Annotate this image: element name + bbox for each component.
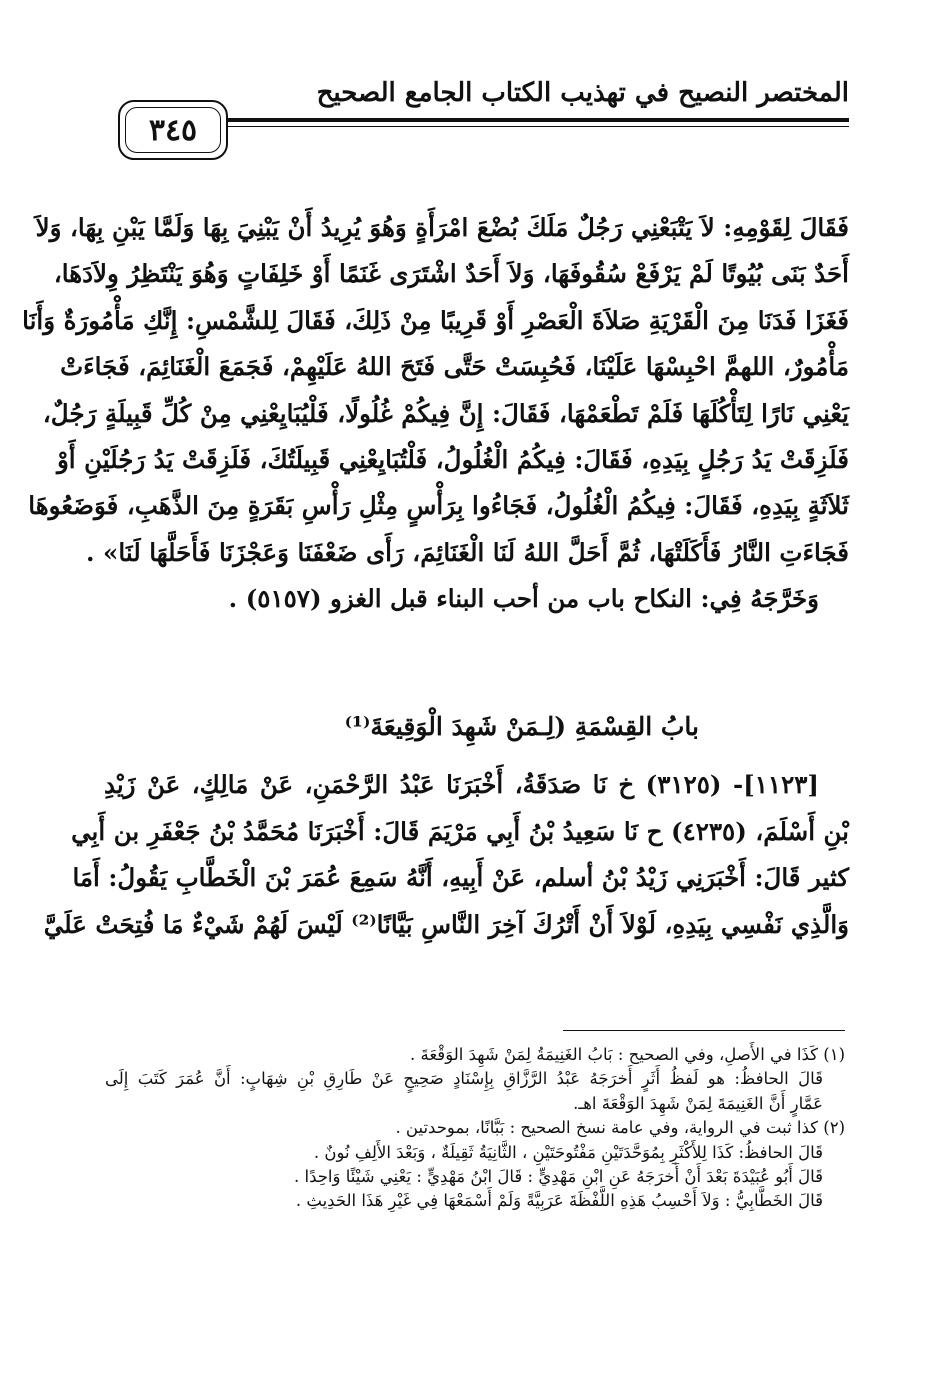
text-line: ثَلاَثَةٍ بِيَدِهِ، فَقَالَ: فِيكُمُ الْغُلُولُ، فَجَاءُوا بِرَأْسٍ مِثْلِ رَأْسِ بَقَرَةٍ مِنَ الذَّهَبِ، فَوَضَعُوهَا — [28, 491, 849, 521]
section-text-block — [43, 762, 849, 948]
page-number: ٣٤٥ — [148, 112, 198, 148]
main-text-block — [22, 205, 849, 623]
footnote-line: (١) كَذَا في الأَصلِ، وفي الصحيح : بَابُ الغَنِيمَةُ لِمَنْ شَهِدَ الوَقْعَةَ . — [410, 1045, 845, 1064]
text-line: فَجَاءَتِ النَّارُ فَأَكَلَتْهَا، ثُمَّ أَحَلَّ اللهُ لَنَا الْغَنَائِمَ، رَأَى ضَعْفَنَا وَعَجْزَنَا فَأَحَلَّهَا لَنَا» . — [86, 537, 849, 567]
text-line: مَأْمُورٌ، اللهمَّ احْبِسْهَا عَلَيْنَا، فَحُبِسَتْ حَتَّى فَتَحَ اللهُ عَلَيْهِمْ، فَجَمَعَ الْغَنَائِمَ، فَجَاءَتْ — [60, 352, 849, 382]
text-line: فَقَالَ لِقَوْمِهِ: لاَ يَتْبَعْنِي رَجُلٌ مَلَكَ بُضْعَ امْرَأَةٍ وَهُوَ يُرِيدُ أَنْ يَبْنِيَ بِهَا وَلَمَّا يَبْنِ بِهَا، وَلاَ — [35, 213, 849, 242]
header-rule — [213, 118, 849, 122]
text-line: [١١٢٣]- (٣١٢٥) خ نَا صَدَقَةُ، أَخْبَرَنَا عَبْدُ الرَّحْمَنِ، عَنْ مَالِكٍ، عَنْ زَيْدِ — [104, 770, 819, 799]
header-rule-thin — [213, 126, 849, 127]
text-line: فَلَزِقَتْ يَدُ رَجُلٍ بِيَدِهِ، فَقَالَ: فِيكُمُ الْغُلُولُ، فَلْتُبَايِعْنِي قَبِيلَتُكَ، فَلَزِقَتْ يَدُ رَجُلَيْنِ أَوْ — [56, 445, 849, 475]
text-line: وَالَّذِي نَفْسِي بِيَدِهِ، لَوْلاَ أَنْ أَتْرُكَ آخِرَ النَّاسِ بَيَّانًا⁽²⁾ لَيْسَ لَهُمْ شَيْءٌ مَا فُتِحَتْ عَلَيَّ — [43, 909, 849, 939]
text-line: يَعْنِي نَارًا لِتَأْكُلَهَا فَلَمْ تَطْعَمْهَا، فَقَالَ: إِنَّ فِيكُمْ غُلُولًا، فَلْيُبَايِعْنِي مِنْ كُلِّ قَبِيلَةٍ رَجُلٌ، — [42, 398, 849, 428]
text-line-reference: وَخَرَّجَهُ فِي: النكاح باب من أحب البناء قبل الغزو (٥١٥٧) . — [228, 584, 819, 614]
text-line: فَغَزَا فَدَنَا مِنَ الْقَرْيَةِ صَلاَةَ الْعَصْرِ أَوْ قَرِيبًا مِنْ ذَلِكَ، فَقَالَ لِلشَّمْسِ: إِنَّكِ مَأْمُورَةٌ وَأَنَا — [22, 305, 849, 335]
footnotes-block — [105, 1043, 845, 1214]
footnote-line: قَالَ أَبُو عُبَيْدَةَ بَعْدَ أَنْ أَخرَجَهُ عَنِ ابْنِ مَهْدِيٍّ : قَالَ ابْنُ مَهْدِيٍّ : يَعْنِي شَيْئًا وَاحِدًا . — [294, 1167, 823, 1187]
text-line: كثير قَالَ: أَخْبَرَنِي زَيْدُ بْنُ أسلم، عَنْ أَبِيهِ، أَنَّهُ سَمِعَ عُمَرَ بْنَ الْخَطَّابِ يَقُولُ: أَمَا — [72, 863, 849, 892]
text-line: أَحَدٌ بَنَى بُيُوتًا لَمْ يَرْفَعْ سُقُوفَهَا، وَلاَ أَحَدٌ اشْتَرَى غَنَمًا أَوْ خَلِفَاتٍ وَهُوَ يَنْتَظِرُ وِلاَدَهَا، — [53, 259, 849, 289]
footnote-line: قَالَ الحافظُ: كَذَا لِلأَكْثَرِ بِمُوَحَّدَتَيْنِ مَفْتُوحَتَيْنِ ، الثَّانِيَةُ ثَقِيلَةٌ ، وَبَعْدَ الأَلِفِ نُونٌ . — [313, 1142, 823, 1162]
footnote-line: (٢) كذا ثبت في الرواية، وفي عامة نسخ الصحيح : بَبَّانًا، بموحدتين . — [395, 1118, 845, 1138]
page-number-frame — [118, 100, 228, 160]
footnote-line: قَالَ الخَطَّابِيُّ : وَلاَ أَحْسِبُ هَذِهِ اللَّفْظَةَ عَرَبِيَّةً وَلَمْ أَسْمَعْهَا فِي غَيْرِ هَذَا الحَدِيثِ . — [295, 1191, 823, 1211]
running-header-title: المختصر النصيح في تهذيب الكتاب الجامع الصحيح — [316, 78, 849, 108]
footnote-line: عَمَّارٍ أَنَّ الغَنِيمَةَ لِمَنْ شَهِدَ الوَقْعَةَ اهـ. — [573, 1093, 823, 1113]
footnote-separator — [563, 1030, 845, 1031]
section-heading: بابُ القِسْمَةِ (لِـمَنْ شَهِدَ الْوَقِيعَةَ⁽¹⁾ — [344, 712, 699, 741]
footnote-line: قَالَ الحافظُ: هو لَفظُ أَثَرٍ أَخرَجَهُ عَبْدُ الرَّزَّاقِ بِإِسْنَادٍ صَحِيحٍ عَنْ طَارِقِ بْنِ شِهَابٍ: أَنَّ عُمَرَ كَتَبَ إِلَى — [105, 1069, 823, 1089]
text-line: بْنِ أَسْلَمَ، (٤٢٣٥) ح نَا سَعِيدُ بْنُ أَبِي مَرْيَمَ قَالَ: أَخْبَرَنَا مُحَمَّدُ بْنُ جَعْفَرِ بن أَبِي — [71, 816, 849, 846]
